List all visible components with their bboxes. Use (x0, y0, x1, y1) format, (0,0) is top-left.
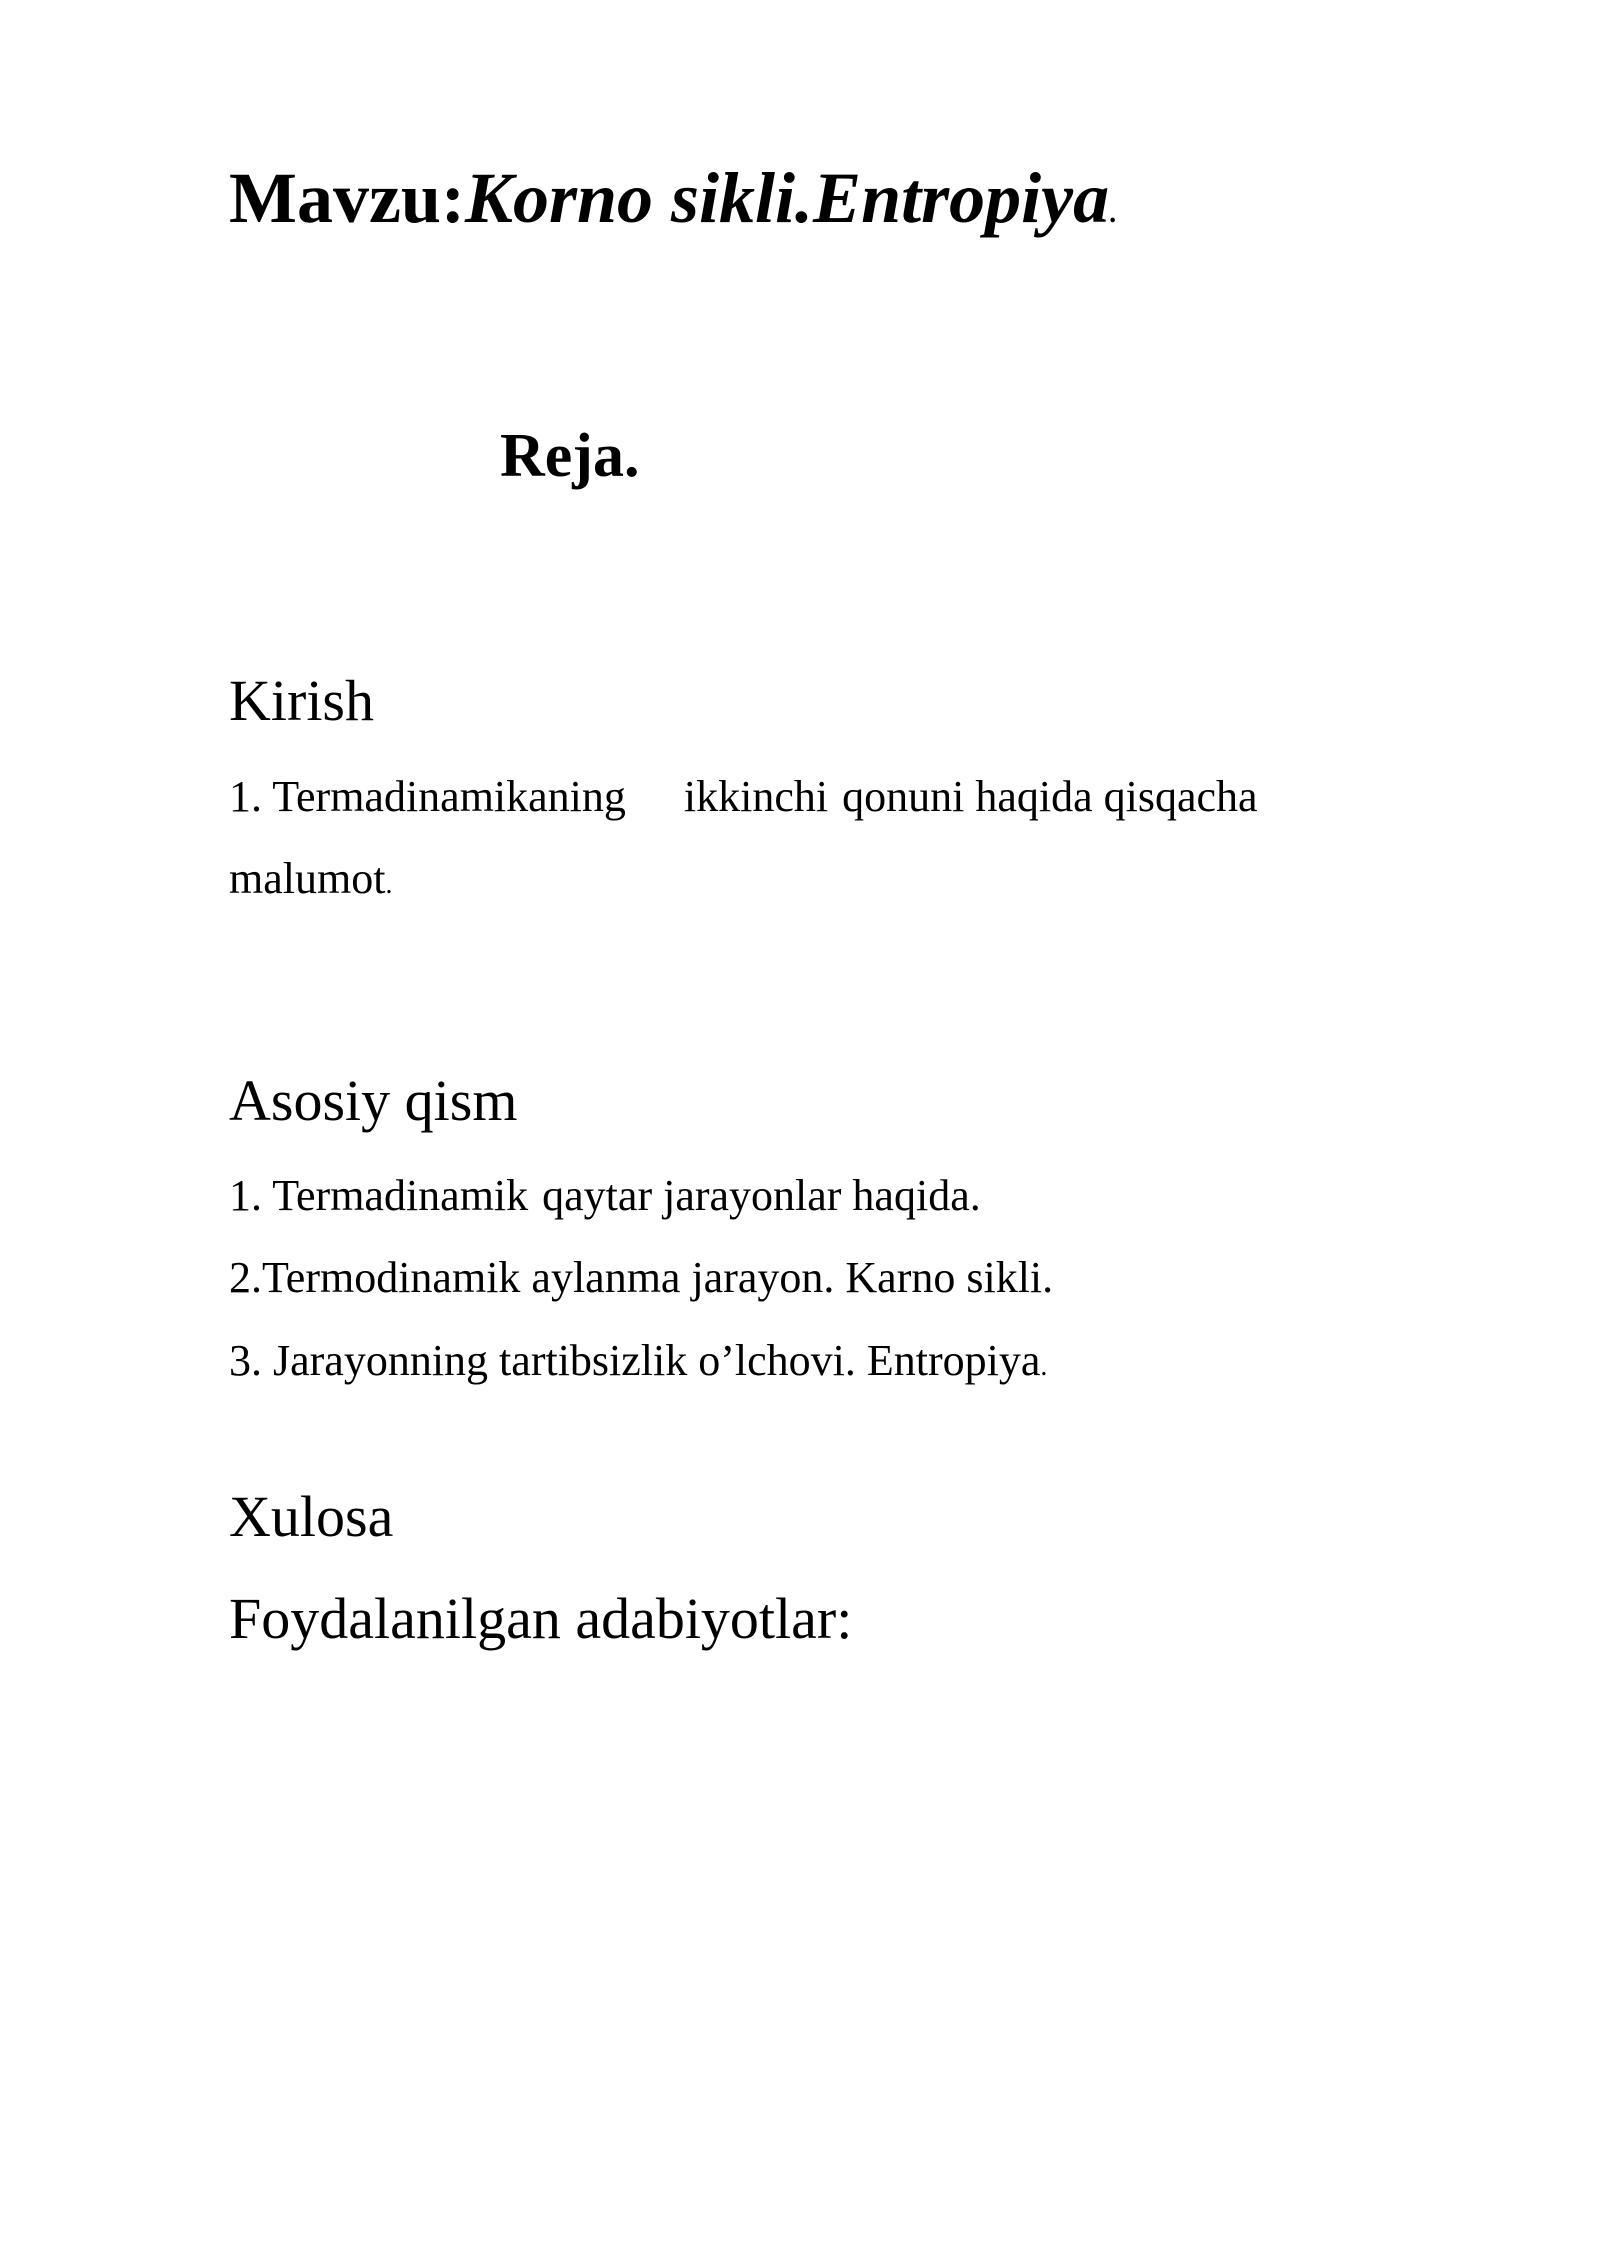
title-prefix: Mavzu: (229, 158, 465, 238)
kirish-item-1-part-b: ikkinchi (683, 772, 829, 821)
title-trailing-dot: . (1109, 198, 1117, 229)
section-heading-adabiyotlar: Foydalanilgan adabiyotlar: (229, 1586, 853, 1651)
asosiy-item-1-part-a: 1. Termadinamik (229, 1171, 529, 1220)
document-title (229, 158, 1117, 238)
asosiy-item-1 (229, 1171, 981, 1220)
kirish-item-1 (229, 772, 1258, 821)
kirish-item-1-part-a: 1. Termadinamikaning (229, 772, 626, 821)
section-heading-kirish: Kirish (229, 668, 374, 733)
asosiy-item-3-trailing-dot: . (1040, 1351, 1048, 1382)
asosiy-item-3-text: 3. Jarayonning tartibsizlik o’lchovi. Entropiya (229, 1336, 1041, 1385)
kirish-item-1-trailing-dot: . (385, 869, 393, 900)
kirish-item-1-line2: malumot (229, 854, 386, 903)
asosiy-item-2: 2.Termodinamik aylanma jarayon. Karno sikli. (229, 1253, 1054, 1302)
title-topic: Korno sikli.Entropiya (464, 158, 1110, 238)
kirish-item-1-part-c: qonuni haqida qisqacha (842, 772, 1258, 821)
asosiy-item-1-part-b: qaytar jarayonlar haqida. (542, 1171, 981, 1220)
asosiy-item-3 (229, 1336, 1048, 1385)
section-heading-asosiy: Asosiy qism (229, 1068, 518, 1133)
plan-heading: Reja. (500, 422, 640, 490)
section-heading-xulosa: Xulosa (229, 1484, 394, 1549)
kirish-item-1-continuation (229, 854, 393, 903)
